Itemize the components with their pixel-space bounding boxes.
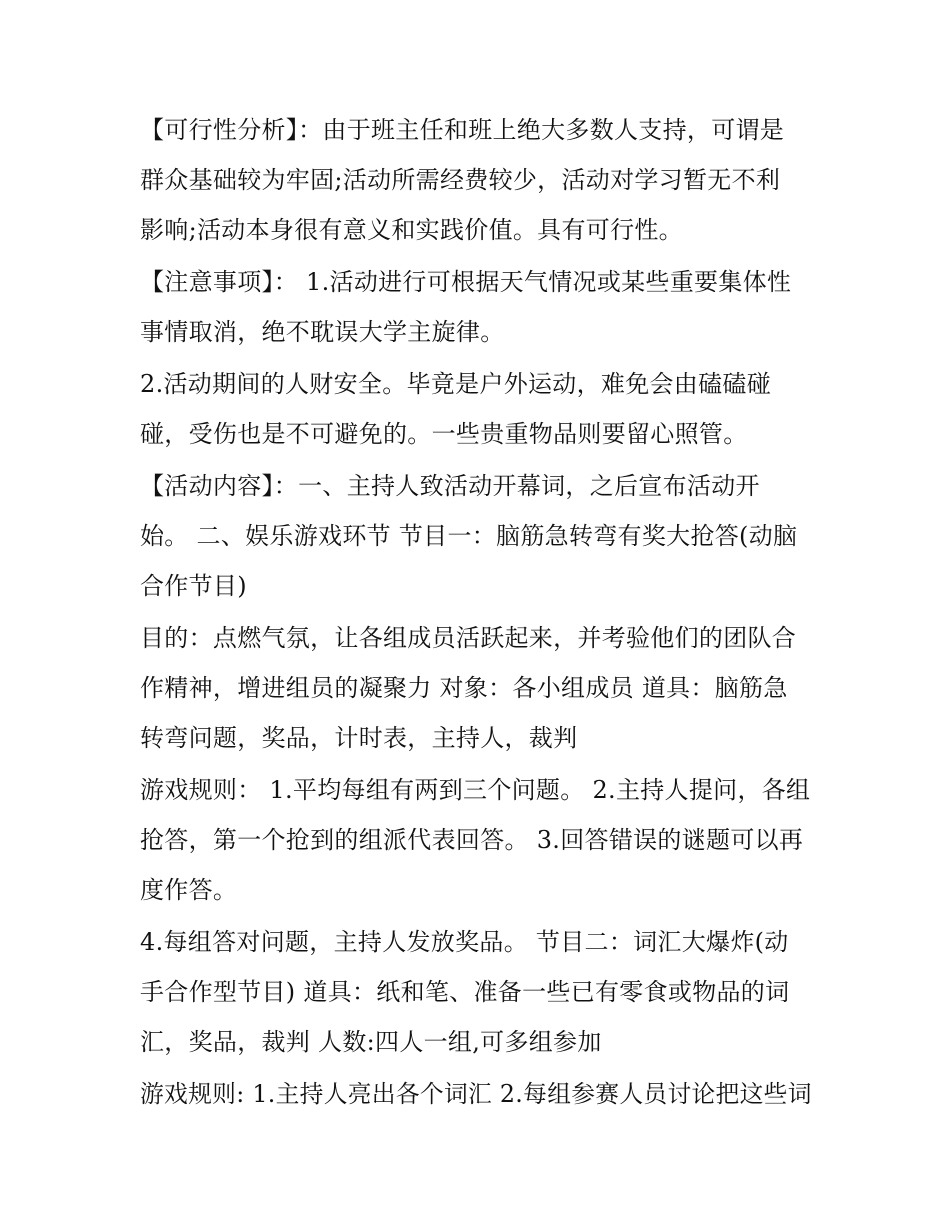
text-line: 事情取消，绝不耽误大学主旋律。 [140,318,505,346]
text-line: 群众基础较为牢固;活动所需经费较少，活动对学习暂无不利 [140,166,781,194]
text-line: 始。 二、娱乐游戏环节 节目一：脑筋急转弯有奖大抢答(动脑 [140,522,798,550]
text-line: 目的：点燃气氛，让各组成员活跃起来，并考验他们的团队合 [140,624,797,652]
text-line: 2.活动期间的人财安全。毕竟是户外运动，难免会由磕磕碰 [140,370,771,398]
text-line: 度作答。 [140,876,238,904]
text-line: 游戏规则: 1.主持人亮出各个词汇 2.每组参赛人员讨论把这些词 [140,1080,812,1108]
text-line: 汇，奖品，裁判 人数:四人一组,可多组参加 [140,1028,602,1056]
text-line: 游戏规则： 1.平均每组有两到三个问题。 2.主持人提问，各组 [140,776,811,804]
text-line: 影响;活动本身很有意义和实践价值。具有可行性。 [140,216,683,244]
text-line: 手合作型节目) 道具：纸和笔、准备一些已有零食或物品的词 [140,978,790,1006]
text-line: 合作节目) [140,572,247,600]
text-line: 抢答，第一个抢到的组派代表回答。 3.回答错误的谜题可以再 [140,826,804,854]
text-line: 作精神，增进组员的凝聚力 对象：各小组成员 道具：脑筋急 [140,674,788,702]
text-line: 【可行性分析】：由于班主任和班上绝大多数人支持，可谓是 [140,116,785,144]
text-line: 转弯问题，奖品，计时表，主持人，裁判 [140,724,578,752]
text-line: 【注意事项】： 1.活动进行可根据天气情况或某些重要集体性 [140,268,792,296]
text-line: 【活动内容】：一、主持人致活动开幕词，之后宣布活动开 [140,472,760,500]
text-line: 4.每组答对问题，主持人发放奖品。 节目二：词汇大爆炸(动 [140,928,789,956]
text-line: 碰，受伤也是不可避免的。一些贵重物品则要留心照管。 [140,420,748,448]
